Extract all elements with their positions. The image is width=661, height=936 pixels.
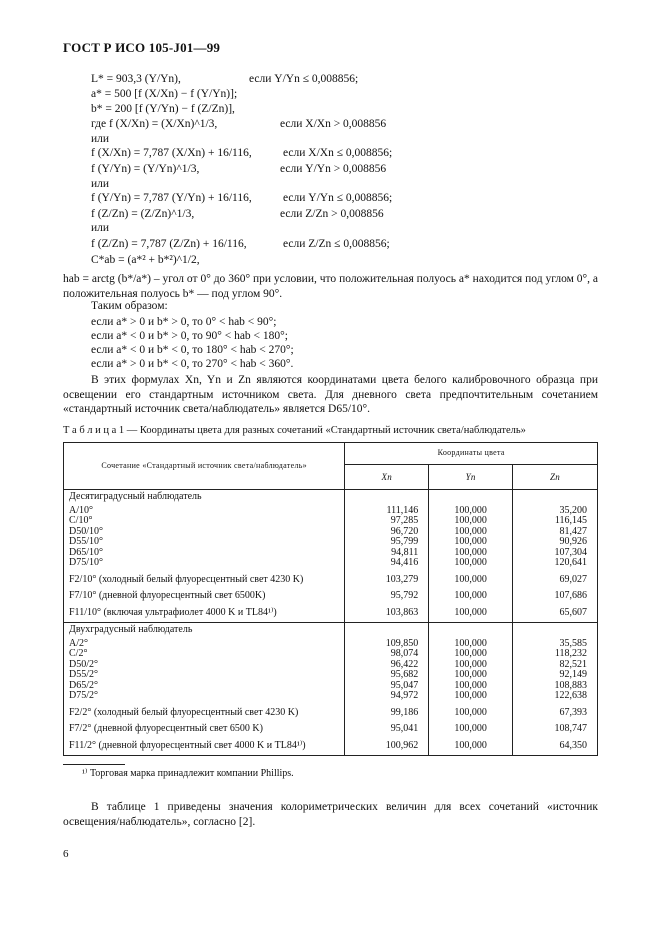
explanation-paragraph: В этих формулах Xn, Yn и Zn являются координатами цвета белого калибровочного образца при освещении его стандартным источником света. Для дневного света предпочтительным сочетанием «стандартный источник света/наблюдатель» является D65/10°. <box>63 374 598 415</box>
zn-values-line: 122,638 <box>554 690 587 701</box>
zn-values-line: 108,883 <box>554 679 587 691</box>
formula-condition: если Y/Yn ≤ 0,008856; <box>249 73 359 85</box>
illuminant-names-line: D55/2° <box>69 669 98 680</box>
illuminant-names-line: C/2° <box>69 648 88 659</box>
formula-line: a* = 500 [f (X/Xn) − f (Y/Yn)]; <box>91 88 238 100</box>
yn-values-line: 100,000 <box>454 557 487 568</box>
table-row <box>64 572 598 589</box>
formula-line: f (Z/Zn) = 7,787 (Z/Zn) + 16/116, <box>91 238 247 250</box>
illuminant-name: F11/2° (дневной флуоресцентный свет 4000 K и TL84¹⁾) <box>64 738 345 756</box>
yn-value: 100,000 <box>429 705 513 722</box>
table-row <box>64 636 598 705</box>
angle-condition: если a* > 0 и b* > 0, то 0° < hab < 90°; <box>91 316 277 328</box>
yn-values-line: 100,000 <box>454 504 487 516</box>
xn-values-line: 95,682 <box>390 669 419 680</box>
illuminant-names-line: D75/2° <box>69 690 98 701</box>
xn-values-line: 111,146 <box>386 504 419 516</box>
illuminant-name: F2/2° (холодный белый флуоресцентный свет 4230 K) <box>64 705 345 722</box>
illuminant-name: F7/10° (дневной флуоресцентный свет 6500K) <box>64 588 345 605</box>
header-xn: Xn <box>345 465 429 490</box>
header-zn: Zn <box>513 465 598 490</box>
xn-values-line: 95,047 <box>390 679 419 691</box>
table-empty-cell <box>345 490 429 503</box>
formula-condition: если Z/Zn ≤ 0,008856; <box>283 238 390 250</box>
table-empty-cell <box>429 623 513 636</box>
illuminant-names-line: C/10° <box>69 515 93 526</box>
formula-line: C*ab = (a*² + b*²)^1/2, <box>91 254 200 266</box>
yn-values-line: 100,000 <box>454 658 487 670</box>
table-group-title: Десятиградусный наблюдатель <box>64 490 345 503</box>
xn-values-line: 96,720 <box>390 525 419 537</box>
zn-values-line: 116,145 <box>554 515 587 526</box>
zn-value: 108,747 <box>513 721 598 738</box>
yn-values <box>429 503 513 572</box>
table-group-title-row <box>64 623 598 636</box>
hab-paragraph: hab = arctg (b*/a*) – угол от 0° до 360° при условии, что положительная полуось a* находится под углом 0°, а положительная полуось b* — под углом 90°. <box>63 273 598 300</box>
zn-values-line: 35,585 <box>559 637 587 649</box>
table-row <box>64 705 598 722</box>
angle-condition: если a* < 0 и b* < 0, то 180° < hab < 270°; <box>91 344 294 356</box>
xn-value: 103,279 <box>345 572 429 589</box>
zn-value: 67,393 <box>513 705 598 722</box>
zn-values-line: 90,926 <box>559 536 587 547</box>
yn-value: 100,000 <box>429 605 513 623</box>
header-yn: Yn <box>429 465 513 490</box>
table-empty-cell <box>513 490 598 503</box>
xn-values-line: 94,811 <box>391 546 419 558</box>
xn-values <box>345 503 429 572</box>
illuminant-name: F2/10° (холодный белый флуоресцентный свет 4230 K) <box>64 572 345 589</box>
xn-value: 103,863 <box>345 605 429 623</box>
table-group-title-row <box>64 490 598 503</box>
thus-label: Таким образом: <box>91 300 168 312</box>
xn-value: 95,792 <box>345 588 429 605</box>
document-header: ГОСТ Р ИСО 105-J01—99 <box>63 40 221 55</box>
formula-condition: если X/Xn > 0,008856 <box>280 118 387 130</box>
zn-values-line: 82,521 <box>559 658 587 670</box>
formula-line: или <box>91 133 110 145</box>
illuminant-names-line: D75/10° <box>69 557 103 568</box>
formula-condition: если Y/Yn ≤ 0,008856; <box>283 192 393 204</box>
zn-values-line: 81,427 <box>559 525 587 537</box>
zn-values-line: 118,232 <box>554 648 587 659</box>
xn-values-line: 109,850 <box>385 637 419 649</box>
formula-line: f (Y/Yn) = 7,787 (Y/Yn) + 16/116, <box>91 192 252 204</box>
yn-values-line: 100,000 <box>454 515 487 526</box>
table-group-title: Двухградусный наблюдатель <box>64 623 345 636</box>
illuminant-names-line: A/10° <box>69 504 93 516</box>
zn-values <box>513 503 598 572</box>
formula-line: f (Z/Zn) = (Z/Zn)^1/3, <box>91 208 195 220</box>
table-empty-cell <box>345 623 429 636</box>
table-row <box>64 605 598 623</box>
xn-values-line: 97,285 <box>390 515 419 526</box>
footnote-rule <box>63 764 125 765</box>
zn-value: 69,027 <box>513 572 598 589</box>
xn-values-line: 94,972 <box>390 690 419 701</box>
xn-values-line: 98,074 <box>390 648 419 659</box>
zn-values-line: 120,641 <box>554 557 587 568</box>
yn-values-line: 100,000 <box>454 546 487 558</box>
illuminant-names-line: D50/2° <box>69 658 98 670</box>
yn-value: 100,000 <box>429 738 513 756</box>
xn-values-line: 94,416 <box>390 557 419 568</box>
yn-values-line: 100,000 <box>454 637 487 649</box>
zn-value: 65,607 <box>513 605 598 623</box>
page-number: 6 <box>63 848 69 860</box>
formula-line: f (X/Xn) = 7,787 (X/Xn) + 16/116, <box>91 147 252 159</box>
yn-value: 100,000 <box>429 588 513 605</box>
closing-paragraph: В таблице 1 приведены значения колориметрических величин для всех сочетаний «источник освещения/наблюдатель», согласно [2]. <box>63 801 598 828</box>
table-body <box>64 490 598 756</box>
zn-value: 107,686 <box>513 588 598 605</box>
zn-values <box>513 636 598 705</box>
formula-line: L* = 903,3 (Y/Yn), <box>91 73 181 85</box>
illuminant-names-line: D55/10° <box>69 536 103 547</box>
table-empty-cell <box>429 490 513 503</box>
illuminant-name: F7/2° (дневной флуоресцентный свет 6500 K) <box>64 721 345 738</box>
angle-condition: если a* > 0 и b* < 0, то 270° < hab < 360°. <box>91 358 294 370</box>
illuminant-names <box>64 503 345 572</box>
yn-values-line: 100,000 <box>454 669 487 680</box>
illuminant-names-line: D50/10° <box>69 525 103 537</box>
table-row <box>64 588 598 605</box>
formula-line: или <box>91 222 110 234</box>
yn-values-line: 100,000 <box>454 648 487 659</box>
formula-line: или <box>91 178 110 190</box>
coordinates-table <box>63 442 598 756</box>
formula-line: b* = 200 [f (Y/Yn) − f (Z/Zn)], <box>91 103 235 115</box>
formula-condition: если X/Xn ≤ 0,008856; <box>283 147 393 159</box>
table-row <box>64 721 598 738</box>
table-caption: Т а б л и ц а 1 — Координаты цвета для разных сочетаний «Стандартный источник света/наблюдатель» <box>63 425 526 436</box>
yn-values-line: 100,000 <box>454 679 487 691</box>
zn-values-line: 92,149 <box>559 669 587 680</box>
angle-condition: если a* < 0 и b* > 0, то 90° < hab < 180°; <box>91 330 288 342</box>
formula-condition: если Y/Yn > 0,008856 <box>280 163 387 175</box>
xn-values-line: 96,422 <box>390 658 419 670</box>
xn-values <box>345 636 429 705</box>
formula-line: f (Y/Yn) = (Y/Yn)^1/3, <box>91 163 200 175</box>
illuminant-names-line: D65/10° <box>69 546 103 558</box>
illuminant-names-line: D65/2° <box>69 679 98 691</box>
illuminant-names <box>64 636 345 705</box>
yn-value: 100,000 <box>429 721 513 738</box>
header-combination: Сочетание «Стандартный источник света/наблюдатель» <box>64 443 345 490</box>
table-empty-cell <box>513 623 598 636</box>
zn-value: 64,350 <box>513 738 598 756</box>
table-row <box>64 738 598 756</box>
yn-value: 100,000 <box>429 572 513 589</box>
yn-values <box>429 636 513 705</box>
table-row <box>64 503 598 572</box>
xn-values-line: 95,799 <box>390 536 419 547</box>
illuminant-name: F11/10° (включая ультрафиолет 4000 K и TL84¹⁾) <box>64 605 345 623</box>
yn-values-line: 100,000 <box>454 536 487 547</box>
illuminant-names-line: A/2° <box>69 637 88 649</box>
zn-values-line: 107,304 <box>554 546 587 558</box>
yn-values-line: 100,000 <box>454 525 487 537</box>
xn-value: 99,186 <box>345 705 429 722</box>
footnote: ¹⁾ Торговая марка принадлежит компании Phillips. <box>82 768 294 779</box>
zn-values-line: 35,200 <box>559 504 587 516</box>
yn-values-line: 100,000 <box>454 690 487 701</box>
formula-condition: если Z/Zn > 0,008856 <box>280 208 384 220</box>
formula-line: где f (X/Xn) = (X/Xn)^1/3, <box>91 118 218 130</box>
xn-value: 100,962 <box>345 738 429 756</box>
xn-value: 95,041 <box>345 721 429 738</box>
header-coordinates: Координаты цвета <box>345 443 598 465</box>
